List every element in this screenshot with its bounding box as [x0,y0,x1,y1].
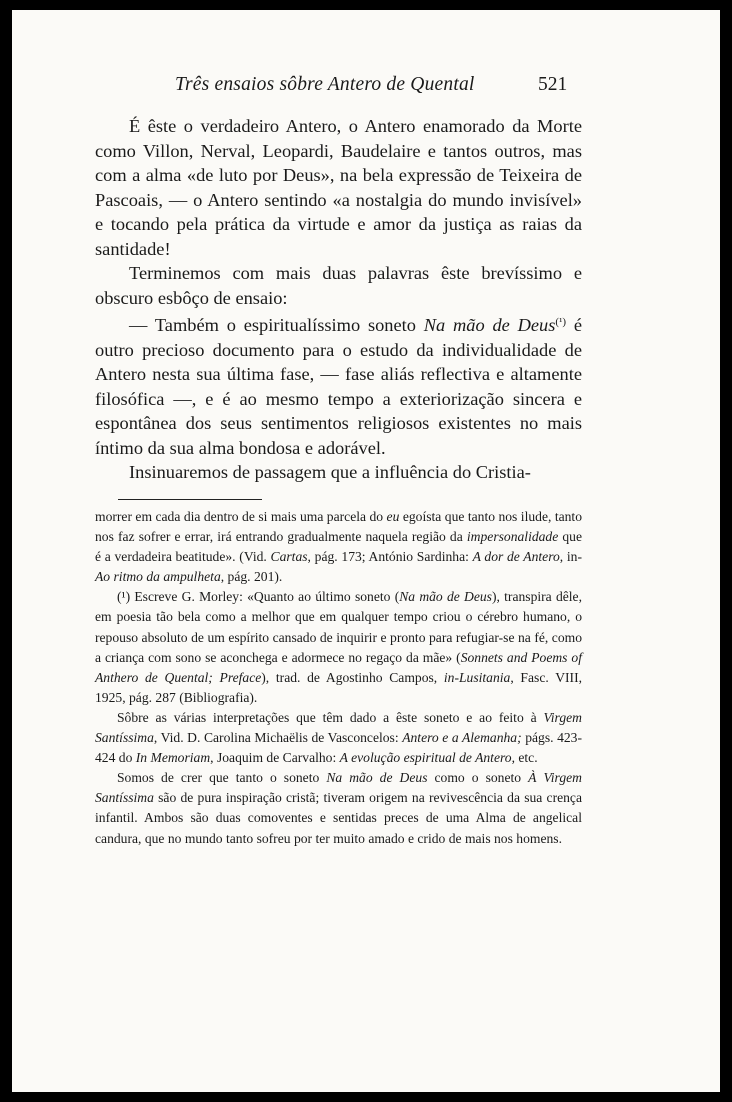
text-run: egoísta que tanto nos ilude, tanto nos faz sofrer e errar, irá entrando gradualmente naquela região da [95,509,582,545]
main-text [95,114,582,485]
text-run: são de pura inspiração cristã; tiveram origem na revivescência da sua crença infantil. Ambos são duas comoventes e sentidas preces de uma Alma de angelical candura, que no mundo tanto sofreu por ter muito amado e crido de mais nos homens. [95,790,582,846]
text-run: , pág. 173; António Sardinha: [307,549,473,565]
text-run: como o soneto [427,770,529,786]
italic-run: Na mão de Deus [326,770,428,786]
text-run: , Joaquim de Carvalho: [210,750,340,766]
footnote-marker: (¹) [555,316,567,328]
text-run: — Também o espiritualíssimo soneto [129,315,424,335]
italic-run: eu [386,509,400,524]
italic-run: In Memoriam [135,750,211,766]
italic-run: impersonalidade [466,529,559,545]
italic-run: Ao ritmo da ampulheta [95,569,221,585]
footnote-continuation [95,507,582,587]
italic-run: Antero e a Alemanha; [402,730,522,746]
paragraph: Insinuaremos de passagem que a influência do Cristia- [129,462,531,482]
paragraph: É êste o verdadeiro Antero, o Antero enamorado da Morte como Villon, Nerval, Leopardi, Baudelaire e tantos outros, mas com a alma «de luto por Deus», na bela expressão de Teixeira de Pascoais, — o Antero sentindo «a nostalgia do mundo invisível» e tocando pela prática da virtude e amor da justiça as raias da santidade! [95,116,582,259]
text-run: , pág. 201). [220,569,283,585]
running-title: Três ensaios sôbre Antero de Quental [175,74,475,95]
italic-run: Na mão de Deus [399,589,492,605]
italic-run: Sonnets and Poems of Anthero de Quental; Preface [95,649,582,685]
text-run: , etc. [511,750,538,766]
paragraph: Terminemos com mais duas palavras êste brevíssimo e obscuro esbôço de ensaio: [95,263,582,308]
book-page [12,10,720,1092]
footnote-rule [118,499,262,500]
text-run: Somos de crer que tanto o soneto [117,770,327,786]
text-run: ), transpira dêle, em poesia tão bela como a melhor que em qualquer tempo criou o cérebro humano, o repouso absoluto de um espírito cansado de inquirir e pronto para refugiar-se na fé, como a criança com sono se aconchega e adormece no regaço da mãe» ( [95,589,582,665]
text-run: Sôbre as várias interpretações que têm dado a êste soneto e ao feito à [117,709,544,725]
italic-run: Virgem Santíssima [95,709,582,746]
text-run: ), trad. de Agostinho Campos, [261,669,444,685]
text-run: , in- [559,549,583,565]
text-run: , Vid. D. Carolina Michaëlis de Vasconcelos: [153,730,403,746]
text-run: (¹) Escreve G. Morley: «Quanto ao último soneto ( [117,589,400,605]
text-run: é outro precioso documento para o estudo da individualidade de Antero nesta sua última fase, — fase aliás reflectiva e altamente filosófica —, e é ao mesmo tempo a exteriorização sincera e espontânea dos seus sentimentos religiosos existentes no mais íntimo da sua alma bondosa e adorável. [95,315,582,458]
italic-run: A dor de Antero [472,549,560,565]
text-run: que é a verdadeira beatitude». (Vid. [95,529,583,565]
footnotes [95,507,582,849]
text-run: morrer em cada dia dentro de si mais uma parcela do [95,509,387,524]
page-number: 521 [538,74,568,95]
page-header [12,74,720,104]
text-run: págs. 423-424 do [95,730,583,766]
sonnet-title: Na mão de Deus [423,315,556,335]
footnote [95,587,582,708]
italic-run: À Virgem Santíssima [95,770,582,806]
footnote [95,708,582,768]
italic-run: A evolução espiritual de Antero [339,750,512,766]
footnote [95,768,582,848]
text-run: , Fasc. VIII, 1925, pág. 287 (Bibliografia). [95,669,582,705]
paragraph [95,310,582,460]
italic-run: in-Lusitania [443,669,511,685]
italic-run: Cartas [270,549,308,565]
